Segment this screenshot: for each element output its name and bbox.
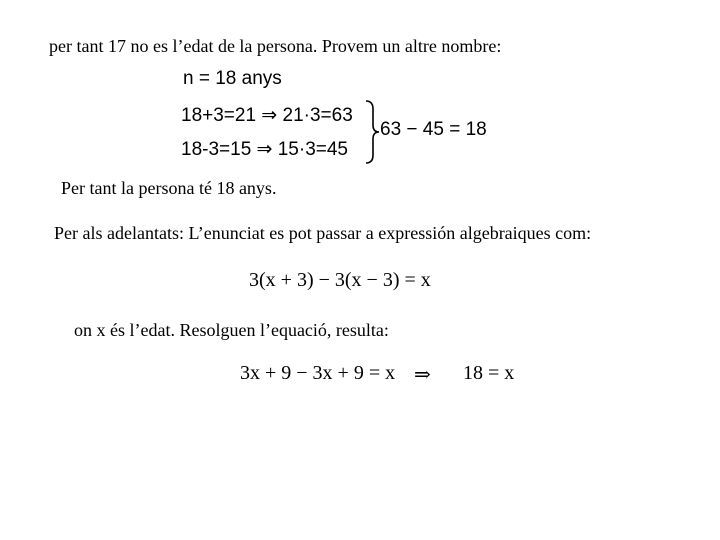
algebraic-equation: 3(x + 3) − 3(x − 3) = x xyxy=(249,269,431,291)
equation-subtraction: 18-3=15 ⇒ 15·3=45 xyxy=(181,139,348,160)
equation-result: 63 − 45 = 18 xyxy=(380,119,487,140)
implies-arrow: ⇒ xyxy=(414,364,431,386)
on-x-text: on x és l’edat. Resolguen l’equació, resulta: xyxy=(74,320,389,340)
adelantats-text: Per als adelantats: L’enunciat es pot passar a expressión algebraiques com: xyxy=(54,223,592,243)
equation-addition: 18+3=21 ⇒ 21·3=63 xyxy=(181,105,353,126)
equation-n: n = 18 anys xyxy=(183,68,282,89)
intro-text: per tant 17 no es l’edat de la persona. Provem un altre nombre: xyxy=(49,36,502,56)
solution-right: 18 = x xyxy=(463,362,515,384)
solution-left: 3x + 9 − 3x + 9 = x xyxy=(240,362,396,384)
conclusion-text: Per tant la persona té 18 anys. xyxy=(61,178,277,198)
right-brace xyxy=(364,100,380,164)
